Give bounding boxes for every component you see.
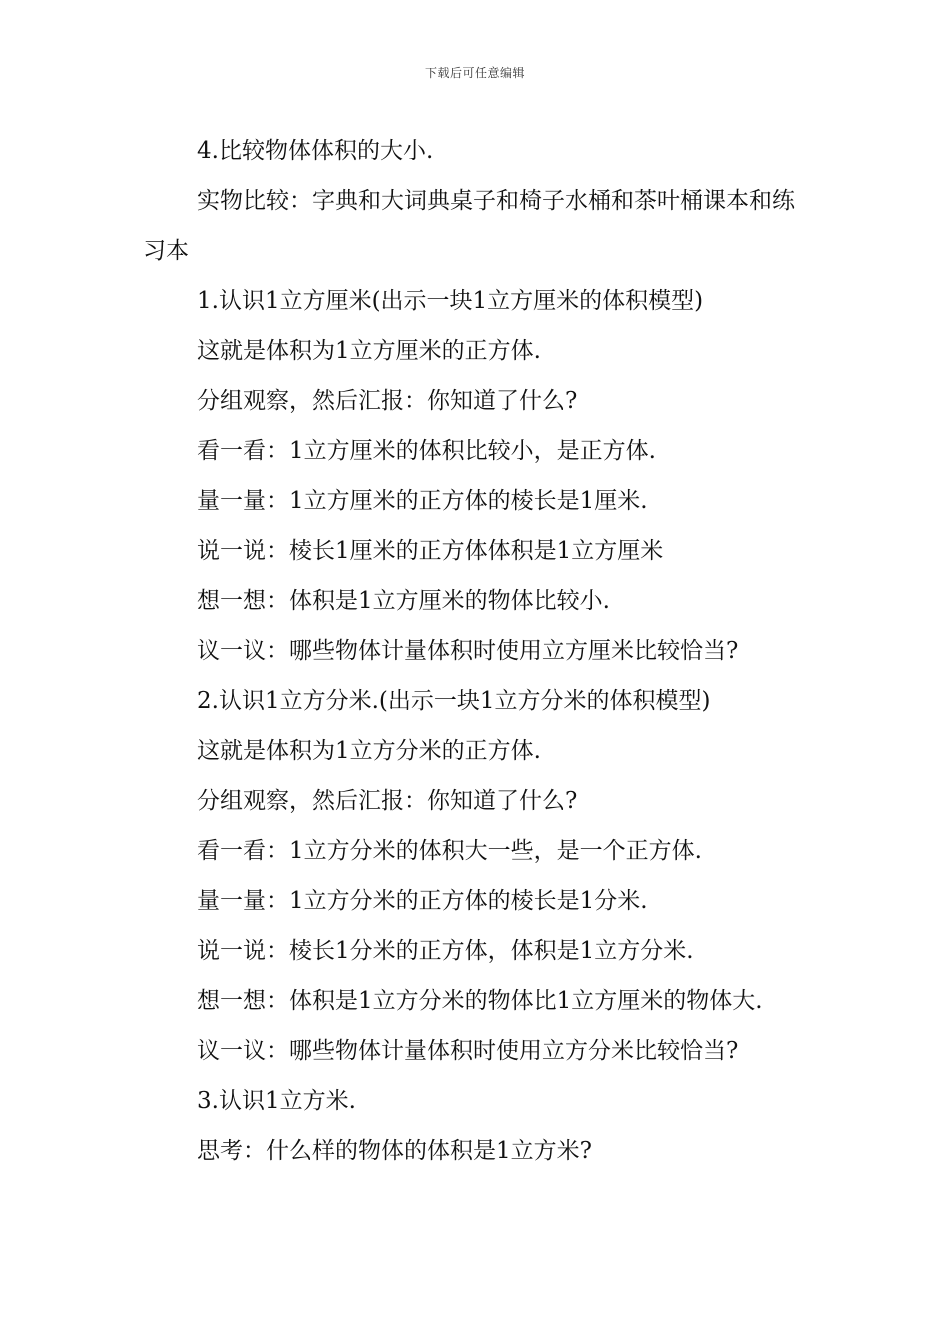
paragraph-20: 思考：什么样的物体的体积是1立方米? [197,1138,592,1164]
paragraph-15: 量一量：1立方分米的正方体的棱长是1分米. [197,888,648,914]
paragraph-16: 说一说：棱长1分米的正方体，体积是1立方分米. [197,938,694,964]
paragraph-11: 2.认识1立方分米.(出示一块1立方分米的体积模型) [197,688,711,714]
paragraph-9: 想一想：体积是1立方厘米的物体比较小. [197,588,610,614]
paragraph-14: 看一看：1立方分米的体积大一些，是一个正方体. [197,838,702,864]
paragraph-3: 1.认识1立方厘米(出示一块1立方厘米的体积模型) [197,288,704,314]
paragraph-5: 分组观察，然后汇报：你知道了什么? [197,388,578,414]
paragraph-8: 说一说：棱长1厘米的正方体体积是1立方厘米 [197,538,664,564]
paragraph-10: 议一议：哪些物体计量体积时使用立方厘米比较恰当? [197,638,739,664]
paragraph-2: 实物比较：字典和大词典桌子和椅子水桶和茶叶桶课本和练习本 [143,188,795,264]
paragraph-13: 分组观察，然后汇报：你知道了什么? [197,788,578,814]
paragraph-19: 3.认识1立方米. [197,1088,356,1114]
paragraph-17: 想一想：体积是1立方分米的物体比1立方厘米的物体大. [197,988,763,1014]
paragraph-18: 议一议：哪些物体计量体积时使用立方分米比较恰当? [197,1038,739,1064]
paragraph-7: 量一量：1立方厘米的正方体的棱长是1厘米. [197,488,648,514]
paragraph-6: 看一看：1立方厘米的体积比较小，是正方体. [197,438,656,464]
document-body [143,126,813,1176]
paragraph-1: 4.比较物体体积的大小. [197,138,434,164]
paragraph-4: 这就是体积为1立方厘米的正方体. [197,338,541,364]
paragraph-12: 这就是体积为1立方分米的正方体. [197,738,541,764]
page-header: 下载后可任意编辑 [424,66,525,80]
